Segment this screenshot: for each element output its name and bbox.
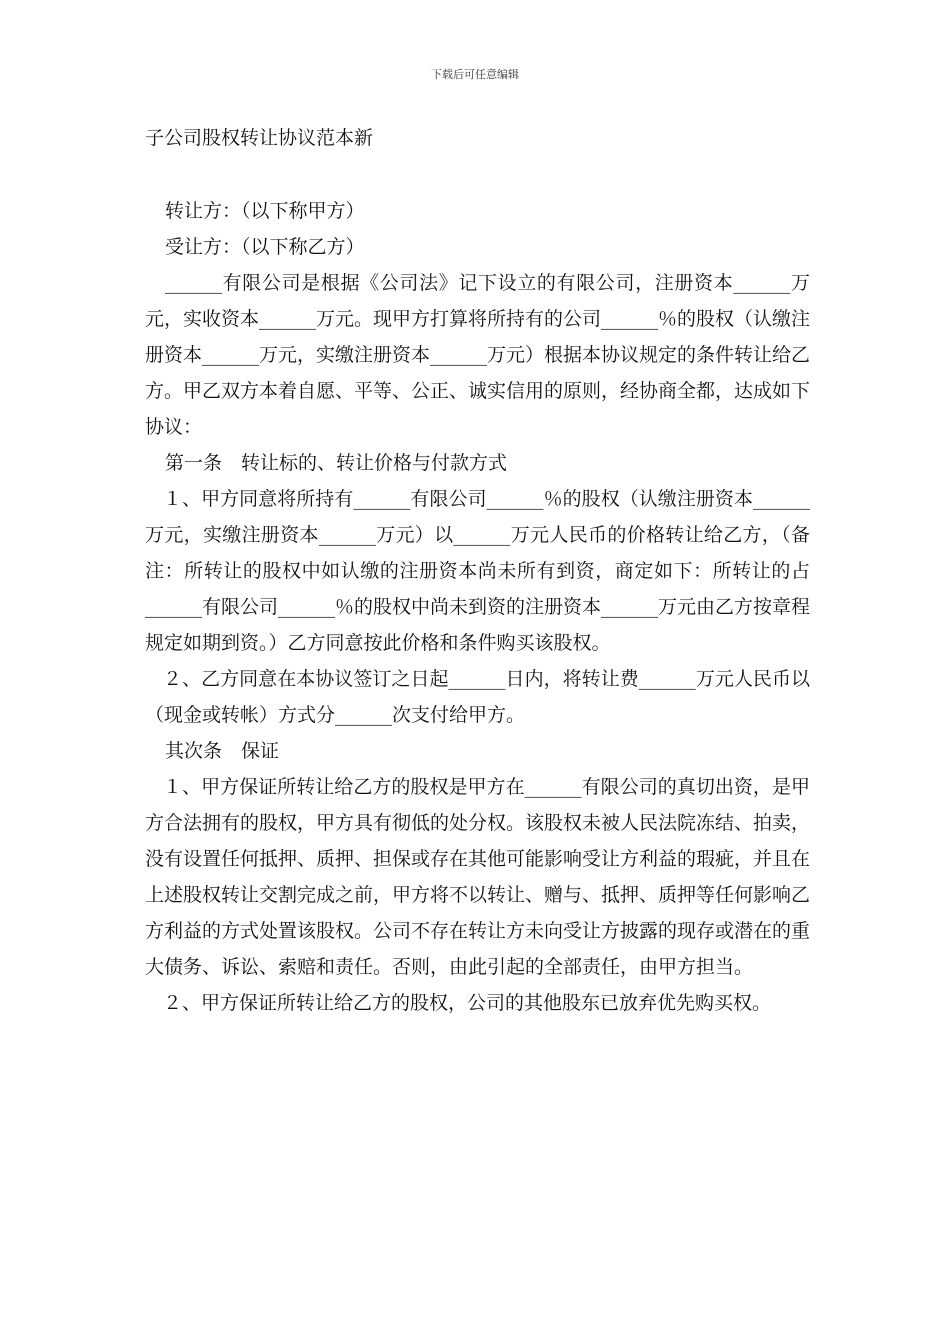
transferee-line: 受让方：（以下称乙方） <box>165 236 365 258</box>
page-header: 下载后可任意编辑 <box>431 68 519 81</box>
document-body <box>145 193 810 1021</box>
article-1-heading: 第一条 转让标的、转让价格与付款方式 <box>165 452 508 474</box>
preamble-paragraph: ______有限公司是根据《公司法》记下设立的有限公司，注册资本______万元，实收资本______万元。现甲方打算将所持有的公司______％的股权（认缴注册资本______万元，实缴注册资本______万元）根据本协议规定的条件转让给乙方。甲乙双方本着自愿、平等、公正、诚实信用的原则，经协商全都，达成如下协议： <box>145 272 811 438</box>
article-2-clause-2: ２、甲方保证所转让给乙方的股权，公司的其他股东已放弃优先购买权。 <box>163 992 772 1014</box>
transferor-line: 转让方：（以下称甲方） <box>165 200 365 222</box>
document-title: 子公司股权转让协议范本新 <box>145 127 374 149</box>
article-2-clause-1: １、甲方保证所转让给乙方的股权是甲方在______有限公司的真切出资，是甲方合法拥有的股权，甲方具有彻低的处分权。该股权未被人民法院冻结、拍卖，没有设置任何抵押、质押、担保或存在其他可能影响受让方利益的瑕疵，并且在上述股权转让交割完成之前，甲方将不以转让、赠与、抵押、质押等任何影响乙方利益的方式处置该股权。公司不存在转让方未向受让方披露的现存或潜在的重大债务、诉讼、索赔和责任。否则，由此引起的全部责任，由甲方担当。 <box>145 776 811 978</box>
article-1-clause-1: １、甲方同意将所持有______有限公司______％的股权（认缴注册资本______万元，实缴注册资本______万元）以______万元人民币的价格转让给乙方，（备注：所转让的股权中如认缴的注册资本尚未所有到资，商定如下：所转让的占______有限公司______％的股权中尚未到资的注册资本______万元由乙方按章程规定如期到资。）乙方同意按此价格和条件购买该股权。 <box>145 488 811 654</box>
article-1-clause-2: ２、乙方同意在本协议签订之日起______日内，将转让费______万元人民币以（现金或转帐）方式分______次支付给甲方。 <box>145 668 810 726</box>
article-2-heading: 其次条 保证 <box>165 740 280 762</box>
